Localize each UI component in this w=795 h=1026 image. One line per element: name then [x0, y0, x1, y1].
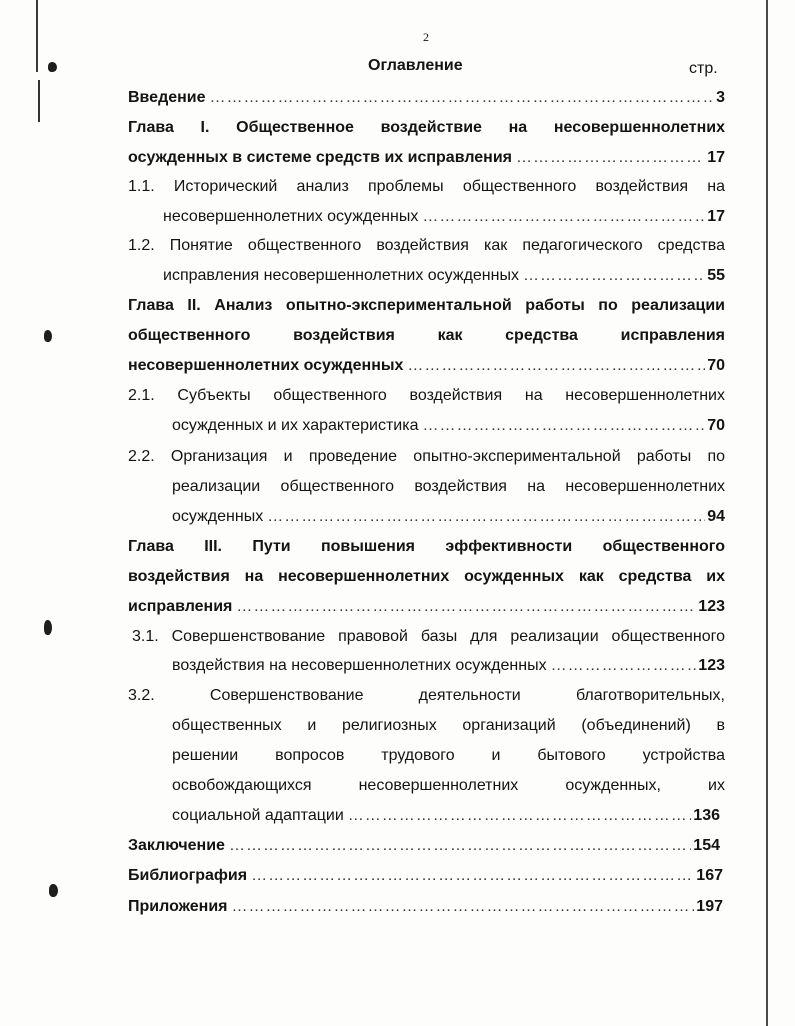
toc-page: 17 — [707, 149, 725, 166]
toc-label: Приложения — [128, 898, 228, 915]
toc-entry-conclusion — [128, 831, 720, 861]
toc-section-line: 1.2. Понятие общественного воздействия как педагогического средства — [128, 237, 725, 254]
page-number: 2 — [423, 30, 429, 44]
toc-label: несовершеннолетних осужденных — [163, 208, 419, 225]
toc-chapter-line: Глава I. Общественное воздействие на несовершеннолетних — [128, 119, 725, 136]
page-title: Оглавление — [368, 57, 463, 74]
leader-dots — [403, 351, 705, 381]
leader-dots — [247, 861, 694, 891]
toc-section-line: общественных и религиозных организаций (объединений) в — [172, 717, 725, 734]
toc-section-line — [172, 801, 720, 831]
scan-mark — [38, 80, 40, 122]
toc-section-line — [172, 502, 725, 532]
toc-section-line — [172, 411, 725, 441]
toc-section-line: 3.2. Совершенствование деятельности благотворительных, — [128, 687, 725, 704]
toc-label: несовершеннолетних осужденных — [128, 357, 404, 374]
toc-chapter-line: Глава II. Анализ опытно-экспериментальной работы по реализации — [128, 297, 725, 314]
toc-section-line: решении вопросов трудового и бытового устройства — [172, 747, 725, 764]
toc-label: социальной адаптации — [172, 807, 344, 824]
scan-blot — [44, 330, 52, 342]
toc-section-line: 2.1. Субъекты общественного воздействия на несовершеннолетних — [128, 387, 725, 404]
leader-dots — [206, 83, 715, 113]
toc-label: Заключение — [128, 837, 225, 854]
toc-page: 17 — [707, 208, 725, 225]
toc-page: 167 — [696, 867, 723, 884]
toc-entry-appendices — [128, 892, 723, 922]
leader-dots — [228, 892, 695, 922]
scan-blot — [44, 620, 52, 635]
scan-border-right — [766, 0, 768, 1026]
toc-entry-bibliography — [128, 861, 723, 891]
toc-chapter-line: Глава III. Пути повышения эффективности общественного — [128, 538, 725, 555]
toc-page: 94 — [707, 508, 725, 525]
leader-dots — [225, 831, 691, 861]
toc-label: воздействия на несовершеннолетних осужденных — [172, 657, 547, 674]
page-column-label: стр. — [689, 60, 718, 77]
toc-page: 3 — [716, 89, 725, 106]
leader-dots — [418, 202, 705, 232]
toc-chapter-line: воздействия на несовершеннолетних осужденных как средства их — [128, 568, 725, 585]
toc-page: 123 — [698, 598, 725, 615]
toc-section-line — [172, 651, 725, 681]
leader-dots — [512, 143, 705, 173]
toc-label: исправления — [128, 598, 233, 615]
toc-section-line: 3.1. Совершенствование правовой базы для реализации общественного — [132, 628, 725, 645]
toc-section-line: 2.2. Организация и проведение опытно-экспериментальной работы по — [128, 448, 725, 465]
leader-dots — [344, 801, 692, 831]
leader-dots — [519, 261, 705, 291]
toc-page: 123 — [698, 657, 725, 674]
toc-label: исправления несовершеннолетних осужденных — [163, 267, 519, 284]
toc-entry-intro — [128, 83, 725, 113]
toc-chapter-line — [128, 143, 725, 173]
toc-chapter-line: общественного воздействия как средства исправления — [128, 327, 725, 344]
leader-dots — [419, 411, 706, 441]
toc-page: 197 — [696, 898, 723, 915]
toc-section-line: освобождающихся несовершеннолетних осужденных, их — [172, 777, 725, 794]
toc-page: 70 — [707, 357, 725, 374]
scan-blot — [49, 884, 58, 897]
toc-page: 136 — [693, 807, 720, 824]
toc-label: Введение — [128, 89, 206, 106]
toc-chapter-line — [128, 351, 725, 381]
toc-section-line: реализации общественного воздействия на несовершеннолетних — [172, 478, 725, 495]
toc-section-line — [163, 202, 725, 232]
leader-dots — [263, 502, 705, 532]
toc-label: осужденных — [172, 508, 264, 525]
toc-label: Библиография — [128, 867, 248, 884]
toc-page: 55 — [707, 267, 725, 284]
toc-section-line: 1.1. Исторический анализ проблемы общественного воздействия на — [128, 178, 725, 195]
toc-label: осужденных в системе средств их исправления — [128, 149, 512, 166]
leader-dots — [547, 651, 697, 681]
leader-dots — [232, 592, 696, 622]
scan-blot — [48, 62, 57, 72]
toc-section-line — [163, 261, 725, 291]
toc-page: 154 — [693, 837, 720, 854]
toc-page: 70 — [707, 417, 725, 434]
toc-label: осужденных и их характеристика — [172, 417, 419, 434]
toc-chapter-line — [128, 592, 725, 622]
